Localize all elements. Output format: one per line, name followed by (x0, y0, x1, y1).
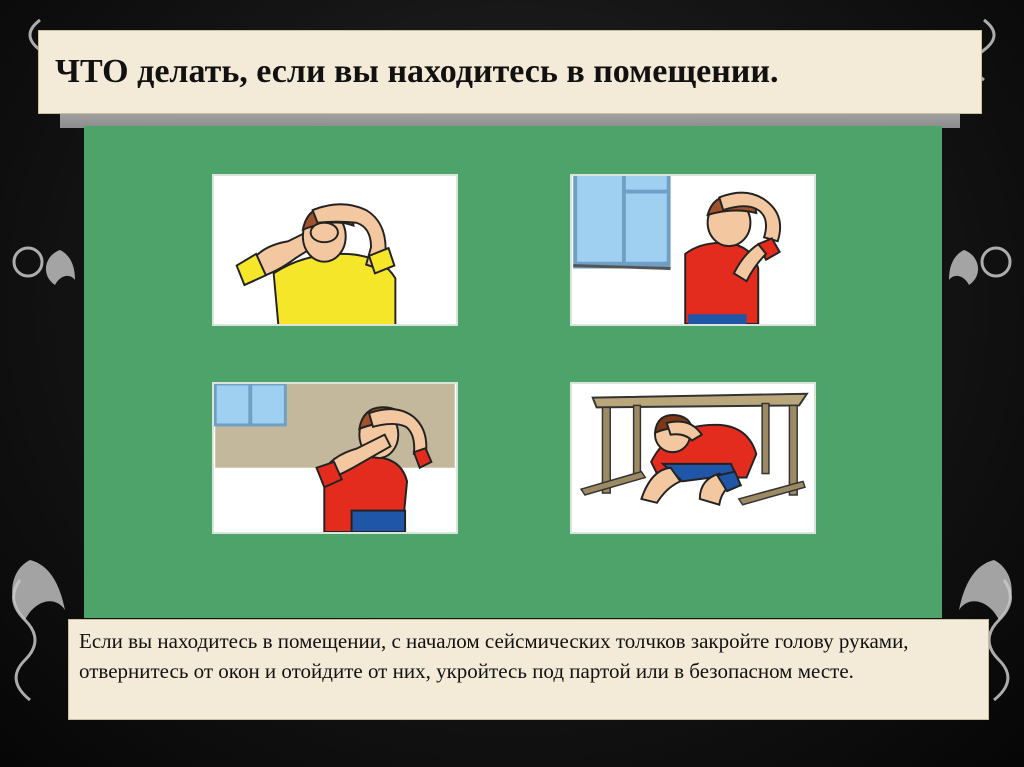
illustration-panel (84, 126, 942, 618)
person-under-desk-illustration (572, 384, 814, 532)
caption-box (68, 619, 989, 720)
instruction-caption: Если вы находитесь в помещении, с началом сейсмических толчков закройте голову руками, отвернитесь от окон и отойдите от них, укройтесь под партой или в безопасном месте. (79, 629, 909, 683)
picture-under-desk (570, 382, 816, 534)
slide-title: ЧТО делать, если вы находитесь в помещении. (55, 53, 779, 90)
title-box (38, 30, 982, 114)
person-near-window-illustration (572, 176, 814, 324)
picture-cover-head-yellow (212, 174, 458, 326)
person-moving-away-illustration (214, 384, 456, 532)
picture-move-from-window (212, 382, 458, 534)
picture-turn-from-window (570, 174, 816, 326)
person-covering-head-illustration (214, 176, 456, 324)
